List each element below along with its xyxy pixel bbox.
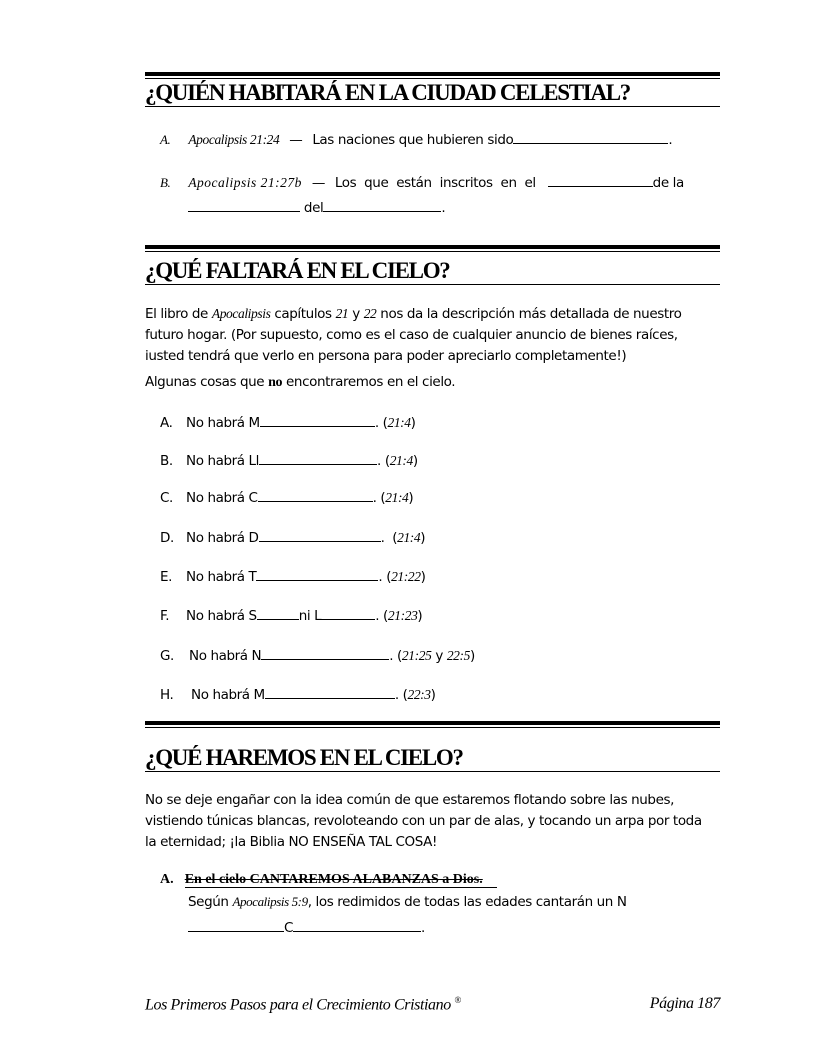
- answer-blank[interactable]: [259, 528, 381, 542]
- item-text: No habrá C: [186, 490, 258, 506]
- double-rule: [145, 245, 720, 249]
- item-letter: D.: [160, 530, 174, 546]
- scripture-ref: 22:5: [446, 648, 470, 663]
- text: C: [284, 920, 294, 936]
- scripture-ref: 21:4: [389, 453, 413, 468]
- footer-page-number: Página 187: [649, 995, 720, 1012]
- scripture-ref: 21:4: [385, 490, 409, 505]
- list-item: B. No habrá Ll . (21:4): [160, 453, 418, 469]
- lead-sentence: [145, 372, 455, 393]
- section-heading: ¿QUÉ FALTARÁ EN EL CIELO?: [145, 258, 720, 285]
- emphasis: no: [268, 375, 283, 390]
- text: encontraremos en el cielo.: [286, 374, 456, 390]
- answer-blank[interactable]: [258, 488, 373, 502]
- answer-blank[interactable]: [321, 606, 375, 620]
- text: Algunas cosas que: [145, 374, 265, 390]
- answer-blank[interactable]: [188, 198, 300, 212]
- scripture-ref: 21:22: [391, 569, 421, 584]
- item-text: No habrá T: [186, 569, 257, 585]
- intro-paragraph: [145, 303, 720, 367]
- text: , los redimidos de todas las edades cantarán un N: [307, 894, 627, 910]
- item-letter: A.: [160, 132, 171, 147]
- text: nos da la descripción más detallada de nuestro: [380, 306, 682, 322]
- registered-mark: ®: [454, 995, 461, 1005]
- text: la eternidad; ¡la Biblia NO ENSEÑA TAL COSA!: [145, 834, 437, 850]
- question-item: [160, 130, 672, 150]
- text: futuro hogar. (Por supuesto, como es el caso de cualquier anuncio de bienes raíces,: [145, 327, 678, 343]
- item-letter: B.: [160, 453, 173, 469]
- question-item-cont: [188, 198, 445, 218]
- double-rule: [145, 721, 720, 725]
- chapter-ref: 22: [363, 306, 377, 321]
- list-item: E. No habrá T . (21:22): [160, 569, 426, 585]
- scripture-ref: 21:23: [387, 608, 418, 623]
- item-text: Las naciones que hubieren sido: [312, 132, 514, 148]
- item-text: No habrá Ll: [186, 453, 260, 469]
- list-item: H. No habrá M . (22:3): [160, 687, 436, 703]
- item-text: ni L: [298, 608, 322, 624]
- item-text-mid: de la: [652, 175, 684, 191]
- text: y: [435, 648, 443, 664]
- answer-blank[interactable]: [188, 918, 284, 932]
- answer-blank[interactable]: [293, 918, 421, 932]
- answer-blank[interactable]: [548, 173, 653, 187]
- period: .: [441, 200, 446, 216]
- dash: —: [289, 132, 303, 148]
- scripture-ref: Apocalipsis 21:24: [188, 132, 280, 147]
- list-item: G. No habrá N . (21:25 y 22:5): [160, 648, 475, 664]
- item-letter: B.: [160, 175, 171, 190]
- text: vistiendo túnicas blancas, revoloteando con un par de alas, y tocando un arpa por toda: [145, 813, 702, 829]
- scripture-ref: Apocalipsis 21:27b: [188, 175, 302, 190]
- answer-blank[interactable]: [256, 567, 378, 581]
- answer-blank[interactable]: [261, 646, 389, 660]
- scripture-ref: 22:3: [407, 687, 431, 702]
- question-item: [160, 173, 684, 193]
- scripture-ref: 21:4: [397, 530, 421, 545]
- scripture-ref: 21:4: [387, 415, 411, 430]
- text: Según: [188, 894, 229, 910]
- item-letter: G.: [160, 648, 174, 664]
- answer-blank[interactable]: [513, 130, 668, 144]
- item-letter: A.: [160, 415, 173, 431]
- subsection-title-text: En el cielo CANTAREMOS ALABANZAS a Dios.: [185, 872, 497, 888]
- answer-blank[interactable]: [260, 413, 375, 427]
- scripture-ref: Apocalipsis 5:9: [232, 894, 308, 909]
- book-title: Los Primeros Pasos para el Crecimiento Cristiano: [145, 996, 451, 1014]
- list-item: A. No habrá M . (21:4): [160, 415, 416, 431]
- list-item: D. No habrá D . (21:4): [160, 530, 426, 546]
- subsection-text: [188, 892, 627, 912]
- list-item: F. No habrá S ni L . (21:23): [160, 608, 423, 624]
- item-text: No habrá M: [186, 415, 260, 431]
- answer-blank[interactable]: [265, 685, 395, 699]
- item-letter: E.: [160, 569, 173, 585]
- double-rule: [145, 72, 720, 76]
- text: El libro de: [145, 306, 208, 322]
- item-text: No habrá N: [189, 648, 262, 664]
- item-text: Los que están inscritos en el: [334, 175, 536, 191]
- item-text: No habrá S: [186, 608, 257, 624]
- scripture-ref: Apocalipsis: [211, 306, 271, 321]
- section-heading: ¿QUIÉN HABITARÁ EN LA CIUDAD CELESTIAL?: [145, 80, 720, 107]
- subsection-title: [160, 868, 497, 890]
- subsection-text-cont: [188, 918, 425, 938]
- answer-blank[interactable]: [323, 198, 441, 212]
- chapter-ref: 21: [335, 306, 349, 321]
- item-letter: A.: [160, 872, 174, 887]
- text: capítulos: [274, 306, 332, 322]
- footer-book-title: [145, 995, 461, 1014]
- answer-blank[interactable]: [257, 606, 299, 620]
- section-paragraph: [145, 790, 720, 853]
- text: iusted tendrá que verlo en persona para poder apreciarlo completamente!): [145, 348, 627, 364]
- scripture-ref: 21:25: [401, 648, 432, 663]
- text: No se deje engañar con la idea común de que estaremos flotando sobre las nubes,: [145, 792, 675, 808]
- dash: —: [311, 175, 325, 191]
- period: .: [668, 132, 673, 148]
- answer-blank[interactable]: [259, 451, 377, 465]
- section-heading: ¿QUÉ HAREMOS EN EL CIELO?: [145, 745, 720, 772]
- item-text: No habrá M: [191, 687, 265, 703]
- item-letter: F.: [160, 608, 170, 624]
- period: .: [421, 920, 425, 936]
- item-text: No habrá D: [186, 530, 259, 546]
- item-letter: C.: [160, 490, 173, 506]
- item-letter: H.: [160, 687, 174, 703]
- list-item: C. No habrá C . (21:4): [160, 490, 414, 506]
- item-text-mid2: del: [303, 200, 324, 216]
- text: y: [352, 306, 360, 322]
